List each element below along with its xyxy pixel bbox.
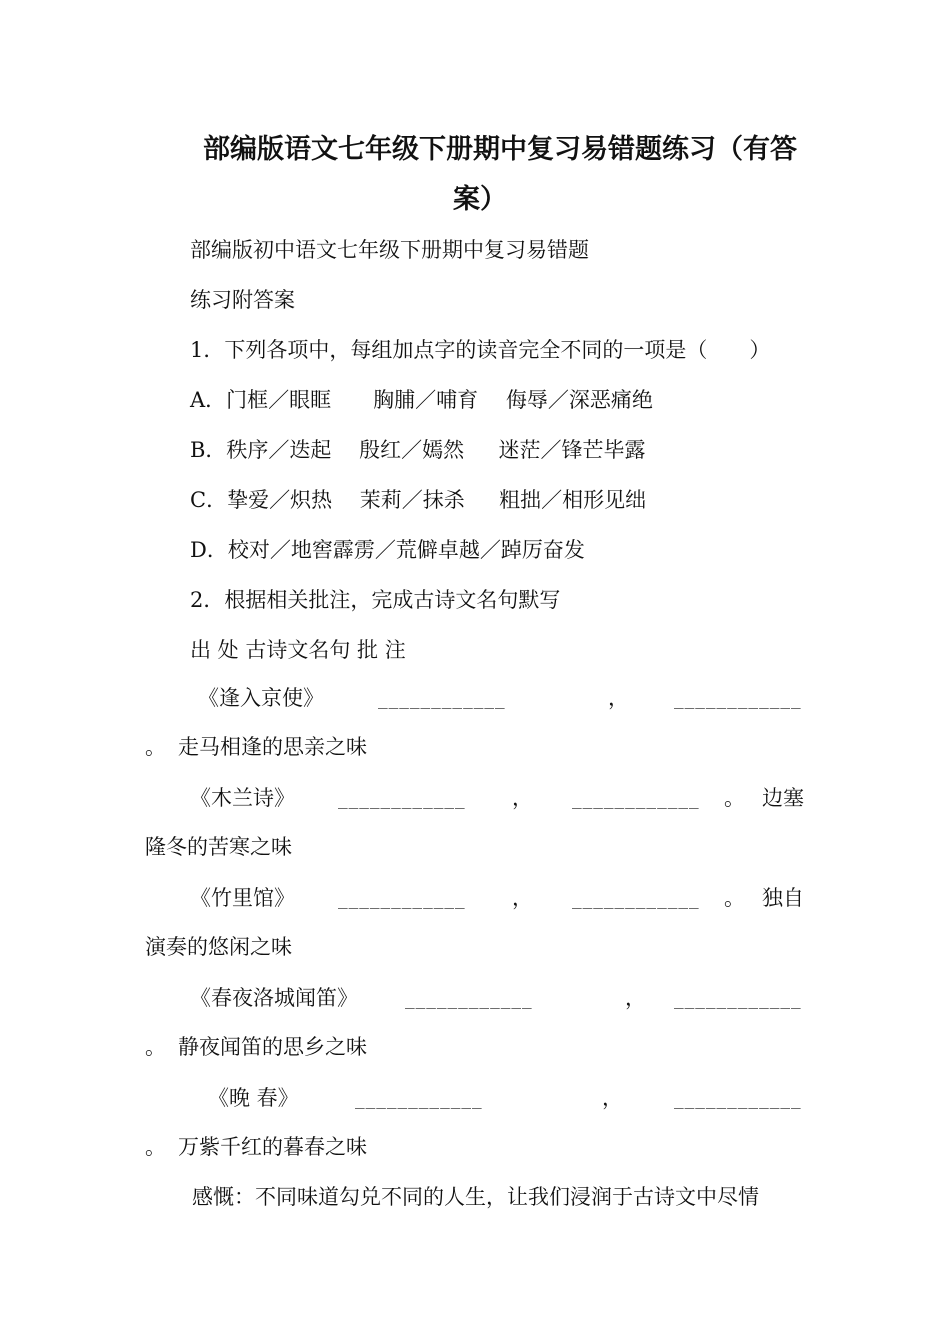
row-5-source: 《晚 春》	[208, 1086, 299, 1110]
row-5-blank-1: ____________	[355, 1090, 483, 1109]
row-5-comma: ，	[602, 1086, 623, 1110]
question-1-option-c: C．挚爱／炽热 茉莉／抹杀 粗拙／相形见绌	[190, 488, 647, 512]
row-2-blank-2: ____________	[572, 790, 700, 809]
row-2-source: 《木兰诗》	[190, 786, 295, 810]
reflection-line: 感慨：不同味道勾兑不同的人生，让我们浸润于古诗文中尽情	[192, 1185, 759, 1209]
subtitle-line-1: 部编版初中语文七年级下册期中复习易错题	[190, 238, 589, 262]
row-3-comma: ，	[512, 886, 533, 910]
row-2-note-part-2: 隆冬的苦寒之味	[145, 835, 292, 859]
row-1-note: 走马相逢的思亲之味	[178, 735, 367, 759]
row-5-note: 万紫千红的暮春之味	[178, 1135, 367, 1159]
row-5-blank-2: ____________	[674, 1090, 802, 1109]
row-4-comma: ，	[625, 986, 646, 1010]
row-4-period: 。	[145, 1035, 166, 1059]
row-1-blank-2: ____________	[674, 690, 802, 709]
row-5-period: 。	[145, 1135, 166, 1159]
row-1-comma: ，	[608, 686, 629, 710]
row-3-period: 。	[724, 886, 745, 910]
question-1-option-b: B．秩序／迭起 殷红／嫣然 迷茫／锋芒毕露	[190, 438, 646, 462]
row-2-comma: ，	[512, 786, 533, 810]
question-1-option-a: A．门框／眼眶 胸脯／哺育 侮辱／深恶痛绝	[190, 388, 653, 412]
row-4-note: 静夜闻笛的思乡之味	[178, 1035, 367, 1059]
row-1-blank-1: ____________	[378, 690, 506, 709]
row-3-note-part-1: 独自	[762, 886, 804, 910]
row-3-source: 《竹里馆》	[190, 886, 295, 910]
table-header: 出 处 古诗文名句 批 注	[190, 638, 406, 662]
row-2-period: 。	[724, 786, 745, 810]
document-title-line-1: 部编版语文七年级下册期中复习易错题练习（有答	[203, 134, 797, 165]
document-title-line-2: 案）	[453, 184, 507, 215]
row-4-source: 《春夜洛城闻笛》	[190, 986, 358, 1010]
row-4-blank-2: ____________	[674, 990, 802, 1009]
row-2-blank-1: ____________	[338, 790, 466, 809]
question-1-option-d: D．校对／地窖霹雳／荒僻卓越／踔厉奋发	[190, 538, 585, 562]
row-4-blank-1: ____________	[405, 990, 533, 1009]
row-2-note-part-1: 边塞	[762, 786, 804, 810]
row-1-period: 。	[145, 735, 166, 759]
row-3-note-part-2: 演奏的悠闲之味	[145, 935, 292, 959]
question-1-stem: 1．下列各项中，每组加点字的读音完全不同的一项是（ ）	[190, 338, 771, 362]
row-3-blank-1: ____________	[338, 890, 466, 909]
question-2-stem: 2．根据相关批注，完成古诗文名句默写	[190, 588, 561, 612]
subtitle-line-2: 练习附答案	[190, 288, 295, 312]
row-1-source: 《逢入京使》	[198, 686, 324, 710]
row-3-blank-2: ____________	[572, 890, 700, 909]
